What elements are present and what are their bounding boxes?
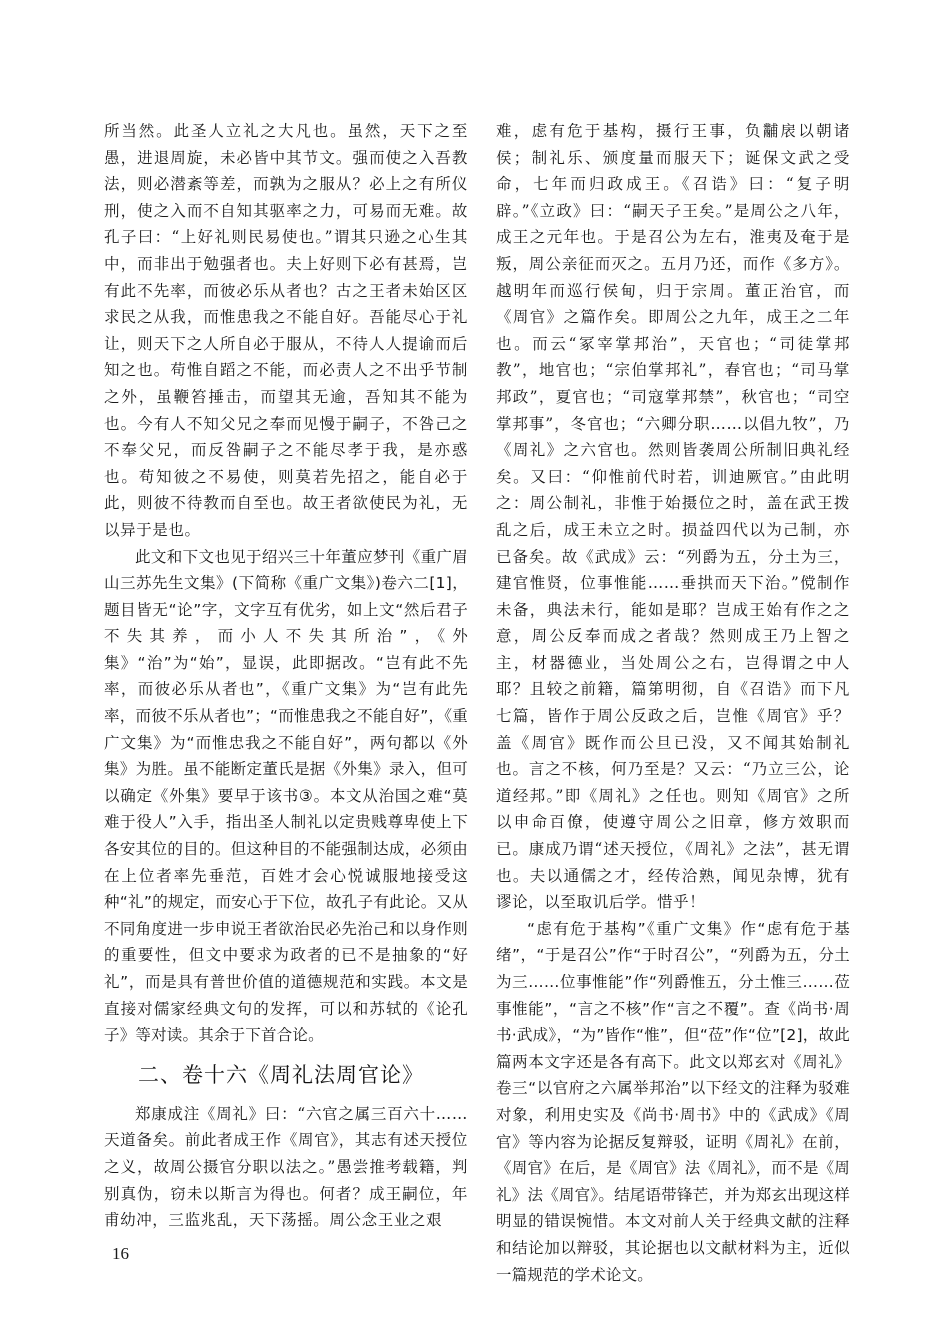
right-column [496,118,850,1288]
page-number: 16 [112,1244,129,1263]
section-heading: 二、卷十六《周礼法周官论》 [138,1062,424,1087]
left-paragraph-1: 所当然。此圣人立礼之大凡也。虽然，天下之至愚，进退周旋，未必皆中其节文。强而使之入吾教法，则必潜紊等差，而孰为之服从？必上之有所仪刑，使之入而不自知其驱率之力，可易而无难。故孔子曰：“上好礼则民易使也。”谓其只逊之心生其中，而非出于勉强者也。夫上好则下必有甚焉，岂有此不先率，而彼必乐从者也？古之王者未始区区求民之从我，而惟患我之不能自好。吾能尽心于礼让，则天下之人所自必于服从，不待人人提谕而后知之也。苟惟自蹈之不能，而必责人之不出乎节制之外，虽鞭笞捶击，而望其无逾，吾知其不能为也。今有人不知父兄之奉而见慢于嗣子，不咎己之不奉父兄，而反咎嗣子之不能尽孝于我，是亦惑也。苟知彼之不易使，则莫若先招之，能自必于此，则彼不待教而自至也。故王者欲使民为礼，无以异于是也。 [104,122,468,539]
left-paragraph-2: 此文和下文也见于绍兴三十年董应梦刊《重广眉山三苏先生文集》(下简称《重广文集》)卷六二[1]，题目皆无“论”字，文字互有优劣，如上文“然后君子不失其养，而小人不失其所治”，《外集》“治”为“始”，显误，此即据改。“岂有此不先率，而彼必乐从者也”，《重广文集》为“岂有此先率，而彼不乐从者也”；“而惟患我之不能自好”，《重广文集》为“而惟忠我之不能自好”，两句都以《外集》为胜。虽不能断定董氏是据《外集》录入，但可以确定《外集》要早于该书③。本文从治国之难“莫难于役人”入手，指出圣人制礼以定贵贱尊卑使上下各安其位的目的。但这种目的不能强制达成，必须由在上位者率先垂范，百姓才会心悦诚服地接受这种“礼”的规定，而安心于下位，故孔子有此论。又从不同角度进一步申说王者欲治民必先治己和以身作则的重要性，但文中要求为政者的已不是抽象的“好礼”，而是具有普世价值的道德规范和实践。本文是直接对儒家经典文句的发挥，可以和苏轼的《论孔子》等对读。其余于下首合论。 [104,547,468,1045]
right-paragraph-2: “虑有危于基构”《重广文集》作“虑有危于基绪”，“于是召公”作“于时召公”，“列爵为五，分土为三……位事惟能”作“列爵惟五，分土惟三……莅事惟能”，“言之不核”作“言之不覆”。查《尚书·周书·武成》，“为”皆作“惟”，但“莅”作“位”[2]，故此篇两本文字还是各有高下。此文以郑玄对《周礼》卷三“以官府之六属举邦治”以下经文的注释为驳难对象，利用史实及《尚书·周书》中的《武成》《周官》等内容为论据反复辩驳，证明《周礼》在前，《周官》在后，是《周官》法《周礼》，而不是《周礼》法《周官》。结尾语带锋芒，并为郑玄出现这样明显的错误惋惜。本文对前人关于经典文献的注释和结论加以辩驳，其论据也以文献材料为主，近似一篇规范的学术论文。 [496,919,850,1284]
right-paragraph-1: 难，虑有危于基构，摄行王事，负黼扆以朝诸侯；制礼乐、颁度量而服天下；诞保文武之受命，七年而归政成王。《召诰》曰：“复子明辟。”《立政》曰：“嗣天子王矣。”是周公之八年，成王之元年也。于是召公为左右，淮夷及奄于是叛，周公亲征而灭之。五月乃还，而作《多方》。越明年而巡行侯甸，归于宗周。董正治官，而《周官》之篇作矣。即周公之九年，成王之二年也。而云“冢宰掌邦治”，天官也；“司徒掌邦教”，地官也；“宗伯掌邦礼”，春官也；“司马掌邦政”，夏官也；“司寇掌邦禁”，秋官也；“司空掌邦事”，冬官也；“六卿分职……以倡九牧”，乃《周礼》之六官也。然则皆袭周公所制旧典礼经矣。又曰：“仰惟前代时若，训迪厥官。”由此明之：周公制礼，非惟于始摄位之时，盖在武王拨乱之后，成王未立之时。损益四代以为己制，亦已备矣。故《武成》云：“列爵为五，分土为三，建官惟贤，位事惟能……垂拱而天下治。”傥制作未备，典法未行，能如是耶？岂成王始有作之之意，周公反奉而成之者哉？然则成王乃上智之主，材器德业，当处周公之右，岂得谓之中人耶？且较之前籍，篇第明彻，自《召诰》而下凡七篇，皆作于周公反政之后，岂惟《周官》乎？盖《周官》既作而公旦已没，又不闻其始制礼也。言之不核，何乃至是？又云：“乃立三公，论道经邦。”即《周礼》之任也。则知《周官》之所以申命百僚，使遵守周公之旧章，修方效职而已。康成乃谓“述天授位，《周礼》之法”，甚无谓也。夫以通儒之才，经传洽熟，闻见杂博，犹有谬论，以至取讥后学。惜乎！ [496,122,850,912]
left-column [104,118,468,1234]
left-paragraph-3: 郑康成注《周礼》曰：“六官之属三百六十……天道备矣。前此者成王作《周官》，其志有述天授位之义，故周公摄官分职以法之。”愚尝推考载籍，判别真伪，窃未以斯言为得也。何者？成王嗣位，年甫幼冲，三监兆乱，天下荡摇。周公念王业之艰 [104,1104,468,1230]
